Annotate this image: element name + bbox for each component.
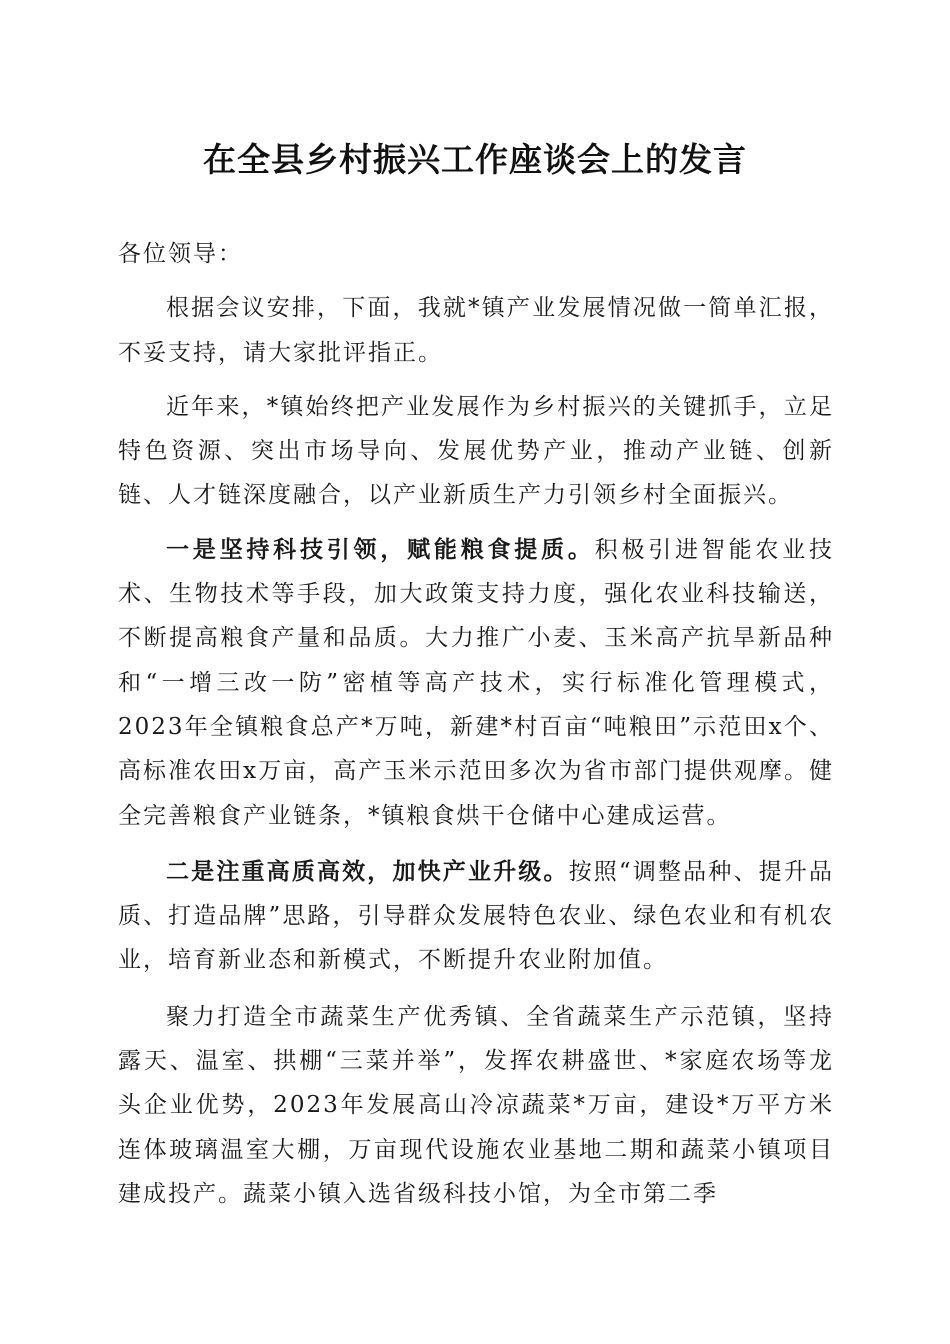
paragraph-overview (118, 385, 834, 518)
paragraph-text: 按照“调整品种、提升品质、打造品牌”思路，引导群众发展特色农业、绿色农业和有机农业，培育新业态和新模式，不断提升农业附加值。 (118, 858, 834, 974)
paragraph-text: 积极引进智能农业技术、生物技术等手段，加大政策支持力度，强化农业科技输送，不断提高粮食产量和品质。大力推广小麦、玉米高产抗旱新品种和“一增三改一防”密植等高产技术，实行标准化管理模式，2023年全镇粮食总产*万吨，新建*村百亩“吨粮田”示范田x个、高标准农田x万亩，高产玉米示范田多次为省市部门提供观摩。健全完善粮食产业链条，*镇粮食烘干仓储中心建成运营。 (118, 536, 835, 829)
paragraph-vegetables (118, 995, 834, 1216)
document-title: 在全县乡村振兴工作座谈会上的发言 (203, 140, 747, 179)
paragraph-lead-heading: 一是坚持科技引领，赋能粮食提质。 (166, 535, 595, 563)
paragraph-opening (118, 286, 834, 375)
document-body (118, 232, 834, 1226)
paragraph-lead-heading: 二是注重高质高效，加快产业升级。 (166, 857, 569, 885)
paragraph-text: 近年来，*镇始终把产业发展作为乡村振兴的关键抓手，立足特色资源、突出市场导向、发展优势产业，推动产业链、创新链、人才链深度融合，以产业新质生产力引领乡村全面振兴。 (118, 393, 834, 509)
salutation: 各位领导： (118, 241, 243, 267)
paragraph-text: 根据会议安排，下面，我就*镇产业发展情况做一简单汇报，不妥支持，请大家批评指正。 (118, 295, 834, 366)
paragraph-text: 聚力打造全市蔬菜生产优秀镇、全省蔬菜生产示范镇，坚持露天、温室、拱棚“三菜并举”，发挥农耕盛世、*家庭农场等龙头企业优势，2023年发展高山冷凉蔬菜*万亩，建设*万平方米连体玻璃温室大棚，万亩现代设施农业基地二期和蔬菜小镇项目建成投产。蔬菜小镇入选省级科技小馆，为全市第二季 (118, 1003, 834, 1207)
paragraph-point-one (118, 528, 834, 838)
paragraph-point-two (118, 850, 834, 983)
